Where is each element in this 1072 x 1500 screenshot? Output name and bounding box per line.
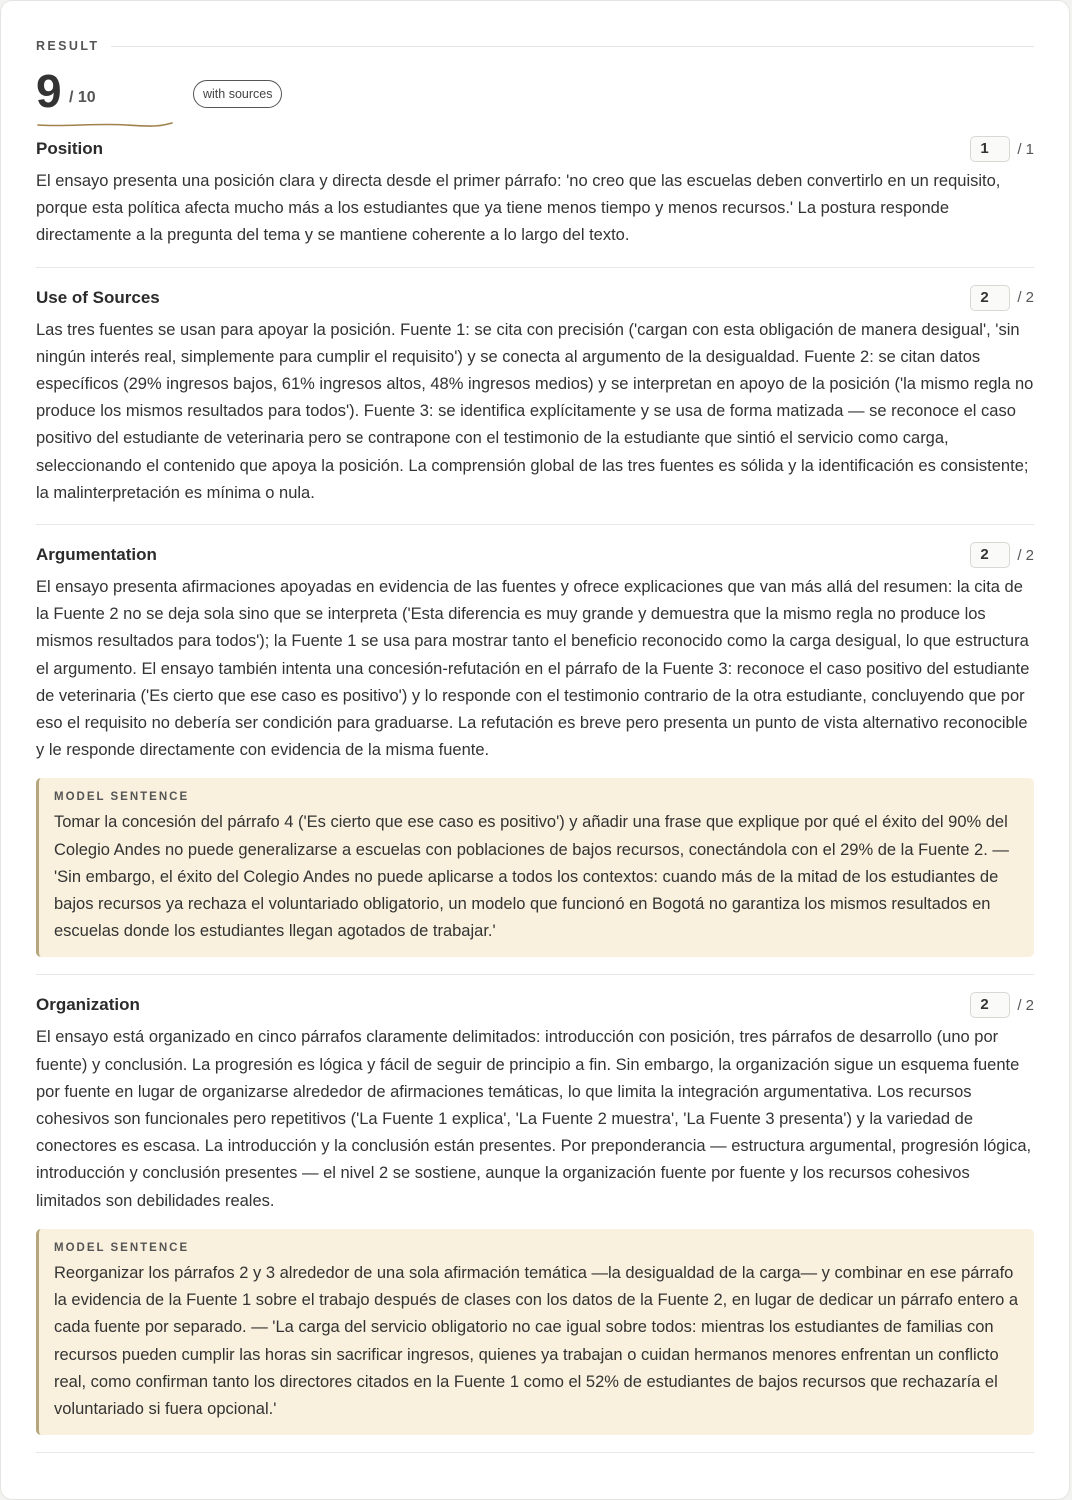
result-header — [36, 37, 1034, 55]
criterion-score-max: / 2 — [1017, 546, 1034, 564]
criterion-organization — [36, 975, 1034, 1453]
criterion-score-input[interactable]: 2 — [970, 542, 1010, 568]
model-sentence-label: MODEL SENTENCE — [54, 791, 190, 804]
criterion-feedback: El ensayo está organizado en cinco párrafos claramente delimitados: introducción con posición, tres párrafos de desarrollo (uno por fuente) y conclusión. La progresión es lógica y fácil de seguir de principio a fin. Sin embargo, la organización sigue un esquema fuente por fuente en lugar de organizarse alrededor de afirmaciones temáticas, lo que limita la integración argumentativa. Los recursos cohesivos son funcionales pero repetitivos ('La Fuente 1 explica', 'La Fuente 2 muestra', 'La Fuente 3 presenta') y la variedad de conectores es escasa. La introducción y la conclusión están presentes. Por preponderancia — estructura argumental, progresión lógica, introducción y conclusión presentes — el nivel 2 se sostiene, aunque la organización fuente por fuente y los recursos cohesivos limitados son debilidades reales. — [36, 1028, 1032, 1210]
total-score — [36, 65, 1034, 135]
criterion-title: Argumentation — [36, 545, 157, 565]
score-underline-decoration — [36, 121, 174, 129]
model-sentence-box — [36, 1229, 1034, 1435]
criterion-feedback: El ensayo presenta una posición clara y directa desde el primer párrafo: 'no creo que las escuelas deben convertirlo en un requisito, porque esta política afecta mucho más a los estudiantes que ya tiene menos tiempo y menos recursos.' La postura responde directamente a la pregunta del tema y se mantiene coherente a lo largo del texto. — [36, 172, 1001, 245]
with-sources-badge: with sources — [193, 80, 282, 108]
criterion-argumentation — [36, 525, 1034, 975]
criterion-score-max: / 2 — [1017, 289, 1034, 307]
criterion-score-input[interactable]: 2 — [970, 285, 1010, 311]
criterion-score-input[interactable]: 1 — [970, 136, 1010, 162]
model-sentence-text: Reorganizar los párrafos 2 y 3 alrededor de una sola afirmación temática —la desigualdad de la carga— y combinar en ese párrafo la evidencia de la Fuente 1 sobre el trabajo después de clases con los datos de la Fuente 2, en lugar de dedicar un párrafo entero a cada fuente por separado. — 'La carga del servicio obligatorio no cae igual sobre todos: mientras los estudiantes de familias con recursos pueden cumplir las horas sin sacrificar ingresos, quienes ya trabajan o cuidan hermanos menores enfrentan un conflicto real, como confirman tanto los directores citados en la Fuente 1 como el 52% de estudiantes de bajos recursos que rechazaría el voluntariado si fuera opcional.' — [54, 1263, 1019, 1418]
criterion-feedback: El ensayo presenta afirmaciones apoyadas en evidencia de las fuentes y ofrece explicaciones que van más allá del resumen: la cita de la Fuente 2 no se deja sola sino que se interpreta ('Esta diferencia es muy grande y demuestra que la mismo regla no produce los mismos resultados para todos'); la Fuente 1 se usa para mostrar tanto el beneficio reconocido como la carga desigual, lo que estructura el argumento. El ensayo también intenta una concesión-refutación en el párrafo de la Fuente 3: reconoce el caso positivo del estudiante de veterinaria ('Es cierto que ese caso es positivo') y lo responde con el testimonio contrario de la otra estudiante, concluyendo que por eso el requisito no debería ser condición para graduarse. La refutación es breve pero presenta un punto de vista alternativo reconocible y le responde directamente con evidencia de la misma fuente. — [36, 578, 1030, 760]
criterion-title: Organization — [36, 995, 140, 1015]
model-sentence-box — [36, 778, 1034, 957]
result-divider — [111, 46, 1034, 47]
criterion-title: Use of Sources — [36, 287, 160, 307]
total-score-max: / 10 — [69, 89, 96, 106]
model-sentence-text: Tomar la concesión del párrafo 4 ('Es cierto que ese caso es positivo') y añadir una frase que explique por qué el éxito del 90% del Colegio Andes no puede generalizarse a escuelas con poblaciones de bajos recursos, conectándola con el 29% de la Fuente 2. — 'Sin embargo, el éxito del Colegio Andes no puede aplicarse a todos los contextos: cuando más de la mitad de los estudiantes de bajos recursos ya rechaza el voluntariado obligatorio, un modelo que funcionó en Bogotá no garantiza los mismos resultados en escuelas donde los estudiantes llegan agotados de trabajar.' — [54, 813, 1009, 941]
criterion-title: Position — [36, 139, 104, 158]
criterion-feedback: Las tres fuentes se usan para apoyar la posición. Fuente 1: se cita con precisión ('cargan con esta obligación de manera desigual', 'sin ningún interés real, simplemente para cumplir el requisito') y se conecta al argumento de la desigualdad. Fuente 2: se citan datos específicos (29% ingresos bajos, 61% ingresos altos, 48% ingresos medios) y se interpretan en apoyo de la posición ('la mismo regla no produce los mismos resultados para todos'). Fuente 3: se identifica explícitamente y se usa de forma matizada — se reconoce el caso positivo del estudiante de veterinaria pero se contrapone con el testimonio de la estudiante que sintió el servicio como carga, seleccionando el contenido que apoya la posición. La comprensión global de las tres fuentes es sólida y la identificación es consistente; la malinterpretación es mínima o nula. — [36, 320, 1034, 502]
criterion-score-max: / 1 — [1017, 140, 1034, 158]
total-score-value: 9 — [36, 65, 62, 117]
criterion-position — [36, 135, 1034, 268]
model-sentence-label: MODEL SENTENCE — [54, 1241, 190, 1254]
result-label: RESULT — [36, 39, 100, 53]
criterion-score-max: / 2 — [1017, 996, 1034, 1014]
criterion-score-input[interactable]: 2 — [970, 992, 1010, 1018]
criterion-use-of-sources — [36, 268, 1034, 525]
